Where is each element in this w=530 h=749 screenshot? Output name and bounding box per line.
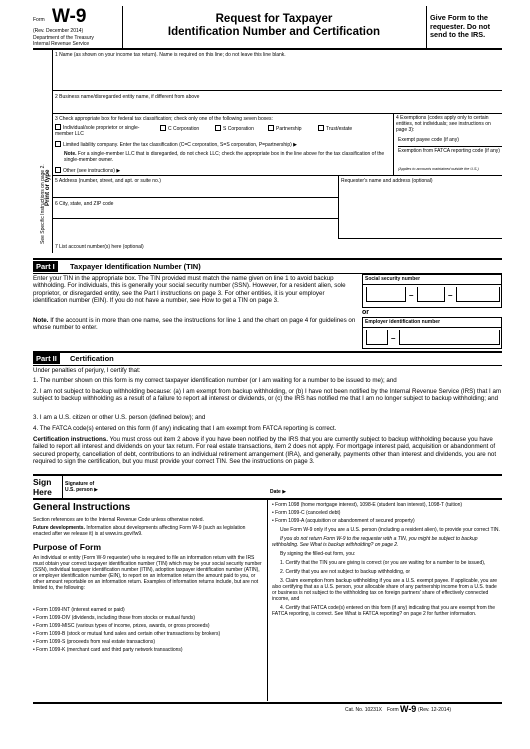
list-item: • Form 1098 (home mortgage interest), 1098-E (student loan interest), 1098-T (tuition) bbox=[272, 502, 463, 508]
list-item: • Form 1099-K (merchant card and third party network transactions) bbox=[33, 647, 183, 653]
requester-label: Requester's name and address (optional) bbox=[341, 178, 433, 184]
option-partnership-label: Partnership bbox=[276, 126, 302, 132]
option-trust[interactable] bbox=[318, 125, 352, 132]
signature-label: Signature of U.S. person ▶ bbox=[65, 481, 99, 493]
part2-title: Certification bbox=[70, 354, 114, 363]
form-title-line1: Request for Taxpayer bbox=[215, 13, 333, 25]
exempt-payee-field[interactable] bbox=[398, 146, 502, 147]
part2-label: Part II bbox=[33, 353, 60, 364]
ein-dash: – bbox=[391, 334, 396, 343]
ssn-area-field[interactable] bbox=[366, 287, 406, 302]
purpose-text: An individual or entity (Form W-9 requester) who is required to file an information return with the IRS must obtain your correct taxpayer identification number (TIN) which may be your social security number (SSN), individual taxpayer identification number (ITIN), adoption taxpayer identification number (ATIN), or employer identification number (EIN), to report on an information return the amount paid to you, or other amount reportable on an information return. Examples of information returns include, but are not limited to, the following: bbox=[33, 555, 262, 591]
ssn-label: Social security number bbox=[365, 276, 421, 282]
purpose-heading: Purpose of Form bbox=[33, 542, 102, 552]
llc-checkbox[interactable] bbox=[55, 141, 61, 147]
give-form-note: Give Form to the requester. Do not send to the IRS. bbox=[430, 13, 491, 40]
option-c-corp-label: C Corporation bbox=[168, 126, 200, 132]
signing-item-4: 4. Certify that FATCA code(s) entered on this form (if any) indicating that you are exempt from the FATCA reporting, is correct. See What is FATCA reporting? on page 2 for further information. bbox=[272, 605, 496, 617]
footer-form-label: Form bbox=[387, 707, 399, 713]
s-corp-checkbox[interactable] bbox=[215, 125, 221, 131]
general-intro: Section references are to the Internal Revenue Code unless otherwise noted. bbox=[33, 517, 204, 523]
option-individual[interactable] bbox=[55, 124, 155, 137]
line7-account-field[interactable] bbox=[55, 251, 335, 257]
list-item: • Form 1099-S (proceeds from real estate transactions) bbox=[33, 639, 156, 645]
ein-label: Employer identification number bbox=[365, 319, 441, 325]
signing-item-2: 2. Certify that you are not subject to backup withholding, or bbox=[280, 569, 411, 575]
agency-line: Internal Revenue Service bbox=[33, 41, 90, 47]
signature-field[interactable] bbox=[102, 478, 267, 496]
future-developments-text: Information about developments affecting Form W-9 (such as legislation enacted after we release it) is at www.irs.gov/fw9. bbox=[33, 525, 246, 537]
future-developments-label: Future developments. bbox=[33, 525, 85, 531]
part1-title: Taxpayer Identification Number (TIN) bbox=[70, 262, 201, 271]
signing-item-3: 3. Claim exemption from backup withholding if you are a U.S. exempt payee. If applicable, you are also certifying that as a U.S. person, your allocable share of any partnership income from a U.S. trade or business is not subject to the withholding tax on foreign partners' share of effectively connected income, and bbox=[272, 578, 498, 602]
catalog-number: Cat. No. 10231X bbox=[345, 707, 382, 713]
part1-label: Part I bbox=[33, 261, 58, 272]
list-item: • Form 1099-A (acquisition or abandonment of secured property) bbox=[272, 518, 415, 524]
ssn-group-field[interactable] bbox=[417, 287, 445, 302]
option-other[interactable] bbox=[55, 167, 120, 174]
cert-item-1: 1. The number shown on this form is my correct taxpayer identification number (or I am waiting for a number to be issued to me); and bbox=[33, 377, 397, 384]
part1-note-text: If the account is in more than one name, see the instructions for line 1 and the chart on page 4 for guidelines on whose number to enter. bbox=[33, 317, 356, 332]
option-llc-label: Limited liability company. Enter the tax classification (C=C corporation, S=S corporation, P=partnership) ▶ bbox=[63, 142, 297, 148]
line1-name-label: 1 Name (as shown on your income tax return). Name is required on this line; do not leave this line blank. bbox=[55, 52, 286, 58]
left-bullet-list bbox=[33, 607, 263, 653]
form-number: W-9 bbox=[52, 6, 87, 27]
partnership-checkbox[interactable] bbox=[268, 125, 274, 131]
option-individual-label: Individual/sole proprietor or single-member LLC bbox=[55, 125, 140, 137]
list-item: • Form 1099-MISC (various types of income, prizes, awards, or gross proceeds) bbox=[33, 623, 210, 629]
option-c-corp[interactable] bbox=[160, 125, 199, 132]
cert-item-3: 3. I am a U.S. citizen or other U.S. person (defined below); and bbox=[33, 414, 206, 421]
option-llc[interactable] bbox=[55, 141, 297, 148]
line1-name-field[interactable] bbox=[55, 60, 502, 78]
sign-here-label: Sign Here bbox=[33, 477, 52, 497]
line7-account-label: 7 List account number(s) here (optional) bbox=[55, 244, 144, 250]
trust-checkbox[interactable] bbox=[318, 125, 324, 131]
cert-item-2: 2. I am not subject to backup withholding because: (a) I am exempt from backup withholding, or (b) I have not been notified by the Internal Revenue Service (IRS) that I am subject to backup withholding as a result of a failure to report all interest or dividends, or (c) the IRS has notified me that I am no longer subject to backup withholding; and bbox=[33, 388, 502, 403]
llc-note-label: Note. bbox=[64, 151, 77, 157]
revision-date: (Rev. December 2014) bbox=[33, 28, 84, 34]
ssn-dash-1: – bbox=[409, 291, 414, 300]
date-label: Date ▶ bbox=[270, 489, 287, 495]
option-partnership[interactable] bbox=[268, 125, 302, 132]
cert-instructions-text: You must cross out item 2 above if you have been notified by the IRS that you are currently subject to backup withholding because you have failed to report all interest and dividends on your tax return. For real estate transactions, item 2 does not apply. For mortgage interest paid, acquisition or abandonment of secured property, cancellation of debt, contributions to an individual retirement arrangement (IRA), and generally, payments other than interest and dividends, you are not required to sign the certification, but you must provide your correct TIN. See the instructions on page 3. bbox=[33, 436, 497, 466]
department-line: Department of the Treasury bbox=[33, 35, 94, 41]
exempt-payee-label: Exempt payee code (if any) bbox=[398, 137, 459, 143]
side-label-print: Print or type bbox=[44, 169, 51, 206]
c-corp-checkbox[interactable] bbox=[160, 125, 166, 131]
line2-business-label: 2 Business name/disregarded entity name, if different from above bbox=[55, 94, 200, 100]
future-developments bbox=[33, 525, 263, 537]
list-item: • Form 1099-B (stock or mutual fund sales and certain other transactions by brokers) bbox=[33, 631, 221, 637]
ein-prefix-field[interactable] bbox=[366, 330, 388, 345]
other-checkbox[interactable] bbox=[55, 167, 61, 173]
cert-item-4: 4. The FATCA code(s) entered on this form (if any) indicating that I am exempt from FATCA reporting is correct. bbox=[33, 425, 337, 432]
line4-exemptions-label: 4 Exemptions (codes apply only to certain entities, not individuals; see instructions on page 3): bbox=[396, 115, 491, 133]
requester-field[interactable] bbox=[341, 186, 501, 236]
fatca-note: (Applies to accounts maintained outside the U.S.) bbox=[398, 167, 479, 171]
list-item: • Form 1099-C (canceled debt) bbox=[272, 510, 341, 516]
or-label: or bbox=[362, 309, 369, 316]
cert-instructions-label: Certification instructions. bbox=[33, 436, 108, 443]
part1-note bbox=[33, 317, 360, 332]
part1-note-label: Note. bbox=[33, 317, 49, 324]
footer-revision: (Rev. 12-2014) bbox=[418, 707, 451, 713]
general-instructions-heading: General Instructions bbox=[33, 502, 131, 513]
line6-city-label: 6 City, state, and ZIP code bbox=[55, 201, 114, 207]
line5-address-label: 5 Address (number, street, and apt. or suite no.) bbox=[55, 178, 161, 184]
individual-checkbox[interactable] bbox=[55, 124, 61, 130]
line2-business-field[interactable] bbox=[55, 101, 502, 111]
llc-note bbox=[64, 151, 394, 163]
perjury-intro: Under penalties of perjury, I certify that: bbox=[33, 367, 141, 374]
fatca-label: Exemption from FATCA reporting code (if any) bbox=[398, 148, 500, 154]
by-signing-text: By signing the filled-out form, you: bbox=[280, 551, 356, 557]
ssn-dash-2: – bbox=[448, 291, 453, 300]
date-field[interactable] bbox=[292, 478, 502, 496]
use-w9-text: Use Form W-9 only if you are a U.S. person (including a resident alien), to provide your correct TIN. bbox=[280, 527, 500, 533]
ein-number-field[interactable] bbox=[399, 330, 500, 345]
line6-city-field[interactable] bbox=[55, 208, 335, 216]
llc-note-text: For a single-member LLC that is disregarded, do not check LLC; check the appropriate box in the line above for the tax classification of the single-member owner. bbox=[64, 151, 385, 163]
footer-form-number: W-9 bbox=[400, 704, 417, 714]
no-return-text: If you do not return Form W-9 to the requester with a TIN, you might be subject to backup withholding. See What is backup withholding? on page 2. bbox=[272, 536, 478, 548]
ssn-serial-field[interactable] bbox=[456, 287, 500, 302]
option-s-corp[interactable] bbox=[215, 125, 254, 132]
signing-item-1: 1. Certify that the TIN you are giving is correct (or you are waiting for a number to be issued), bbox=[280, 560, 486, 566]
option-s-corp-label: S Corporation bbox=[223, 126, 254, 132]
list-item: • Form 1099-DIV (dividends, including those from stocks or mutual funds) bbox=[33, 615, 196, 621]
part1-instructions: Enter your TIN in the appropriate box. The TIN provided must match the name given on line 1 to avoid backup withholding. For individuals, this is generally your social security number (SSN). However, for a resident alien, sole proprietor, or disregarded entity, see the Part I instructions on page 3. For other entities, it is your employer identification number (EIN). If you do not have a number, see How to get a TIN on page 3. bbox=[33, 275, 346, 305]
option-other-label: Other (see instructions) ▶ bbox=[63, 168, 121, 174]
right-bullet-list bbox=[272, 502, 502, 617]
side-label-instructions: See Specific Instructions on page 2. bbox=[40, 164, 46, 244]
line3-classification-label: 3 Check appropriate box for federal tax classification; check only one of the following seven boxes: bbox=[55, 116, 273, 122]
form-title-line2: Identification Number and Certification bbox=[167, 26, 381, 38]
cert-instructions bbox=[33, 436, 502, 466]
option-trust-label: Trust/estate bbox=[326, 126, 353, 132]
list-item: • Form 1099-INT (interest earned or paid) bbox=[33, 607, 125, 613]
line5-address-field[interactable] bbox=[55, 185, 335, 193]
form-label: Form bbox=[33, 17, 45, 23]
